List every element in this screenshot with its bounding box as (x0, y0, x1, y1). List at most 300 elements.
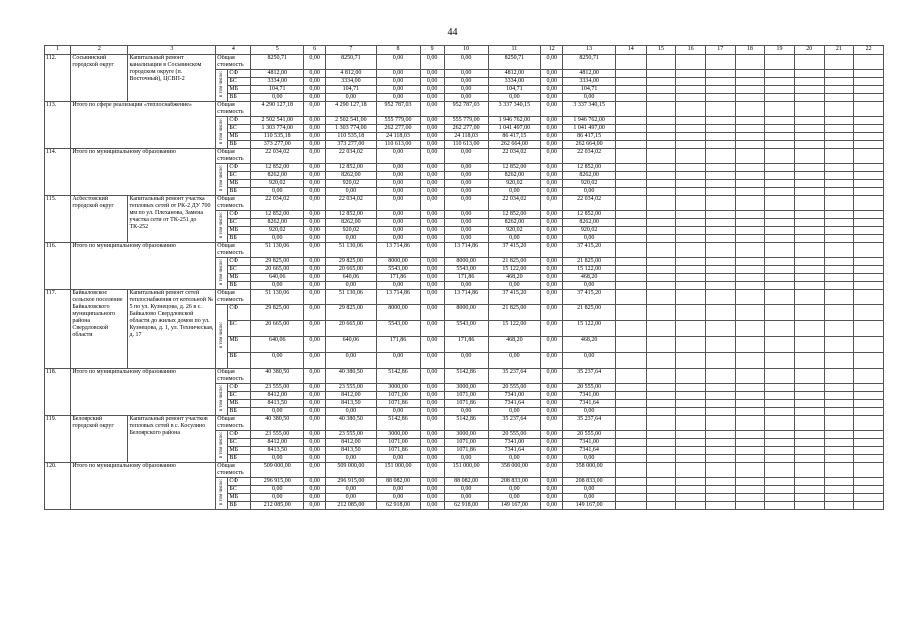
value-cell: 0,00 (563, 486, 616, 494)
empty-cell (705, 133, 735, 141)
empty-cell (615, 125, 646, 133)
value-cell: 0,00 (563, 235, 616, 243)
empty-cell (676, 235, 706, 243)
value-cell: 0,00 (304, 172, 326, 180)
value-cell: 0,00 (488, 188, 541, 196)
value-cell: 0,00 (420, 455, 444, 463)
empty-cell (854, 78, 884, 86)
value-cell: 0,00 (304, 94, 326, 102)
empty-cell (676, 149, 706, 164)
empty-cell (765, 494, 795, 502)
header-cell: 18 (735, 46, 765, 55)
value-cell: 0,00 (420, 321, 444, 337)
header-cell: 1 (45, 46, 71, 55)
value-cell: 208 833,00 (488, 478, 541, 486)
source-code: ВБ (228, 502, 251, 510)
value-cell: 0,00 (376, 219, 420, 227)
empty-cell (854, 266, 884, 274)
value-cell: 8250,71 (563, 55, 616, 70)
empty-cell (676, 133, 706, 141)
value-cell: 0,00 (251, 353, 304, 369)
value-cell: 51 130,06 (251, 243, 304, 258)
empty-cell (705, 369, 735, 384)
value-cell: 8262,00 (488, 172, 541, 180)
empty-cell (735, 266, 765, 274)
empty-cell (794, 133, 824, 141)
source-code: СФ (228, 431, 251, 439)
empty-cell (854, 290, 884, 305)
incl-label: в том числе: (219, 117, 225, 145)
value-cell: 35 237,64 (563, 369, 616, 384)
empty-cell (705, 219, 735, 227)
value-cell: 0,00 (251, 408, 304, 416)
value-cell: 0,00 (304, 321, 326, 337)
row-number: 113. (45, 102, 71, 149)
source-code: БС (228, 266, 251, 274)
source-code: ВБ (228, 353, 251, 369)
value-cell: 0,00 (251, 282, 304, 290)
incl-label: в том числе: (219, 211, 225, 239)
empty-cell (676, 290, 706, 305)
value-cell: 0,00 (541, 384, 563, 392)
value-cell: 0,00 (488, 235, 541, 243)
empty-cell (705, 102, 735, 117)
empty-cell (646, 70, 676, 78)
empty-cell (854, 149, 884, 164)
value-cell: 5142,86 (376, 369, 420, 384)
empty-cell (765, 117, 795, 125)
empty-cell (824, 494, 854, 502)
value-cell: 920,02 (563, 180, 616, 188)
empty-cell (854, 447, 884, 455)
value-cell: 3 337 340,15 (563, 102, 616, 117)
empty-cell (824, 219, 854, 227)
empty-cell (676, 455, 706, 463)
empty-cell (854, 353, 884, 369)
value-cell: 5543,00 (444, 266, 488, 274)
source-code: МБ (228, 400, 251, 408)
value-cell: 0,00 (444, 282, 488, 290)
value-cell: 12 852,00 (563, 164, 616, 172)
value-cell: 0,00 (326, 353, 377, 369)
value-cell: 0,00 (304, 227, 326, 235)
value-cell: 0,00 (420, 227, 444, 235)
value-cell: 0,00 (304, 149, 326, 164)
value-cell: 0,00 (444, 172, 488, 180)
value-cell: 1 041 497,00 (563, 125, 616, 133)
value-cell: 296 915,00 (251, 478, 304, 486)
value-cell: 8000,00 (376, 305, 420, 321)
value-cell: 20 665,00 (251, 266, 304, 274)
empty-cell (765, 258, 795, 266)
empty-cell (824, 70, 854, 78)
empty-cell (824, 447, 854, 455)
value-cell: 920,02 (326, 227, 377, 235)
value-cell: 7341,00 (563, 392, 616, 400)
incl-label: в том числе: (219, 478, 225, 506)
value-cell: 0,00 (420, 305, 444, 321)
empty-cell (646, 266, 676, 274)
value-cell: 51 130,06 (326, 243, 377, 258)
value-cell: 5142,86 (444, 369, 488, 384)
value-cell: 0,00 (376, 172, 420, 180)
empty-cell (765, 86, 795, 94)
value-cell: 0,00 (304, 416, 326, 431)
header-cell: 2 (71, 46, 128, 55)
empty-cell (765, 133, 795, 141)
value-cell: 262 277,00 (444, 125, 488, 133)
value-cell: 0,00 (376, 70, 420, 78)
value-cell: 13 714,86 (444, 290, 488, 305)
value-cell: 0,00 (420, 502, 444, 510)
value-cell: 37 415,20 (488, 243, 541, 258)
value-cell: 0,00 (304, 211, 326, 219)
empty-cell (854, 486, 884, 494)
value-cell: 7341,64 (563, 447, 616, 455)
empty-cell (765, 384, 795, 392)
value-cell: 8262,00 (488, 219, 541, 227)
empty-cell (676, 353, 706, 369)
value-cell: 12 852,00 (251, 164, 304, 172)
empty-cell (676, 125, 706, 133)
value-cell: 4812,00 (251, 70, 304, 78)
source-code: БС (228, 439, 251, 447)
empty-cell (854, 141, 884, 149)
empty-cell (735, 384, 765, 392)
empty-cell (794, 274, 824, 282)
empty-cell (615, 431, 646, 439)
value-cell: 8412,00 (326, 439, 377, 447)
source-code: ВБ (228, 188, 251, 196)
empty-cell (705, 258, 735, 266)
empty-cell (676, 431, 706, 439)
empty-cell (646, 447, 676, 455)
value-cell: 0,00 (304, 290, 326, 305)
empty-cell (765, 463, 795, 478)
empty-cell (646, 384, 676, 392)
value-cell: 0,00 (541, 416, 563, 431)
value-cell: 0,00 (304, 447, 326, 455)
empty-cell (765, 486, 795, 494)
empty-cell (824, 478, 854, 486)
row-number: 118. (45, 369, 71, 416)
value-cell: 20 555,00 (488, 431, 541, 439)
value-cell: 8413,50 (326, 400, 377, 408)
empty-cell (854, 408, 884, 416)
value-cell: 0,00 (420, 392, 444, 400)
total-label: Общая стоимость (216, 55, 251, 70)
table-row-total (45, 102, 884, 117)
empty-cell (824, 369, 854, 384)
empty-cell (794, 392, 824, 400)
empty-cell (824, 125, 854, 133)
header-cell: 16 (676, 46, 706, 55)
empty-cell (794, 86, 824, 94)
value-cell: 110 613,00 (444, 141, 488, 149)
empty-cell (854, 439, 884, 447)
empty-cell (676, 172, 706, 180)
value-cell: 0,00 (541, 141, 563, 149)
value-cell: 0,00 (541, 400, 563, 408)
empty-cell (824, 486, 854, 494)
value-cell: 110 535,18 (251, 133, 304, 141)
value-cell: 0,00 (541, 337, 563, 353)
value-cell: 0,00 (444, 94, 488, 102)
value-cell: 0,00 (304, 282, 326, 290)
empty-cell (794, 125, 824, 133)
empty-cell (794, 211, 824, 219)
empty-cell (705, 117, 735, 125)
table-row-total (45, 369, 884, 384)
source-code: СФ (228, 211, 251, 219)
empty-cell (854, 55, 884, 70)
source-code: СФ (228, 164, 251, 172)
empty-cell (794, 219, 824, 227)
source-code: ВБ (228, 235, 251, 243)
empty-cell (676, 211, 706, 219)
value-cell: 0,00 (444, 70, 488, 78)
empty-cell (794, 188, 824, 196)
empty-cell (824, 408, 854, 416)
empty-cell (794, 353, 824, 369)
value-cell: 0,00 (541, 55, 563, 70)
source-code: СФ (228, 70, 251, 78)
value-cell: 0,00 (420, 258, 444, 266)
empty-cell (676, 117, 706, 125)
value-cell: 1 946 762,00 (563, 117, 616, 125)
row-description: Капитальный ремонт участка тепловых сетей от РК-2 ДУ 700 мм по ул. Плеханова, Замена участка сети от ТК-251 до ТК-252 (128, 196, 216, 243)
empty-cell (824, 78, 854, 86)
value-cell: 0,00 (304, 164, 326, 172)
empty-cell (676, 416, 706, 431)
source-code: БС (228, 321, 251, 337)
value-cell: 0,00 (444, 78, 488, 86)
empty-cell (676, 502, 706, 510)
empty-cell (854, 102, 884, 117)
value-cell: 0,00 (488, 455, 541, 463)
empty-cell (646, 219, 676, 227)
empty-cell (824, 353, 854, 369)
empty-cell (854, 235, 884, 243)
empty-cell (735, 227, 765, 235)
empty-cell (765, 431, 795, 439)
value-cell: 0,00 (376, 55, 420, 70)
incl-label-cell (216, 431, 228, 463)
value-cell: 0,00 (304, 455, 326, 463)
table-body (45, 46, 884, 510)
value-cell: 920,02 (326, 180, 377, 188)
value-cell: 640,06 (251, 274, 304, 282)
empty-cell (646, 235, 676, 243)
empty-cell (705, 337, 735, 353)
empty-cell (854, 196, 884, 211)
incl-label-cell (216, 384, 228, 416)
value-cell: 0,00 (488, 494, 541, 502)
value-cell: 104,71 (251, 86, 304, 94)
empty-cell (824, 211, 854, 219)
value-cell: 0,00 (444, 55, 488, 70)
table-row-total (45, 55, 884, 70)
row-org: Итого по муниципальному образованию (71, 243, 216, 290)
value-cell: 0,00 (326, 282, 377, 290)
empty-cell (705, 78, 735, 86)
value-cell: 0,00 (541, 447, 563, 455)
row-org: Итого по муниципальному образованию (71, 369, 216, 416)
empty-cell (735, 180, 765, 188)
empty-cell (735, 172, 765, 180)
value-cell: 88 082,00 (444, 478, 488, 486)
empty-cell (646, 494, 676, 502)
empty-cell (615, 282, 646, 290)
empty-cell (705, 431, 735, 439)
empty-cell (794, 455, 824, 463)
value-cell: 0,00 (420, 133, 444, 141)
empty-cell (615, 258, 646, 266)
row-org: Белоярский городской округ (71, 416, 128, 463)
value-cell: 104,71 (488, 86, 541, 94)
empty-cell (705, 478, 735, 486)
empty-cell (765, 180, 795, 188)
value-cell: 0,00 (420, 211, 444, 219)
value-cell: 0,00 (376, 94, 420, 102)
empty-cell (615, 384, 646, 392)
empty-cell (765, 416, 795, 431)
value-cell: 1071,00 (376, 392, 420, 400)
header-cell: 6 (304, 46, 326, 55)
value-cell: 0,00 (541, 180, 563, 188)
value-cell: 23 555,00 (326, 384, 377, 392)
value-cell: 0,00 (541, 305, 563, 321)
empty-cell (646, 290, 676, 305)
value-cell: 1 303 774,00 (326, 125, 377, 133)
value-cell: 20 665,00 (326, 321, 377, 337)
value-cell: 15 122,00 (488, 266, 541, 274)
value-cell: 0,00 (251, 235, 304, 243)
empty-cell (735, 321, 765, 337)
value-cell: 15 122,00 (488, 321, 541, 337)
incl-label: в том числе: (219, 384, 225, 412)
total-label: Общая стоимость (216, 369, 251, 384)
value-cell: 0,00 (376, 282, 420, 290)
value-cell: 0,00 (488, 94, 541, 102)
value-cell: 12 852,00 (326, 164, 377, 172)
value-cell: 22 034,02 (251, 149, 304, 164)
value-cell: 0,00 (376, 486, 420, 494)
value-cell: 8000,00 (444, 305, 488, 321)
value-cell: 0,00 (304, 188, 326, 196)
value-cell: 952 787,03 (444, 102, 488, 117)
empty-cell (646, 408, 676, 416)
value-cell: 0,00 (541, 219, 563, 227)
value-cell: 0,00 (304, 369, 326, 384)
value-cell: 88 082,00 (376, 478, 420, 486)
value-cell: 22 034,02 (488, 196, 541, 211)
empty-cell (646, 164, 676, 172)
empty-cell (705, 463, 735, 478)
source-code: БС (228, 172, 251, 180)
financing-table (44, 45, 884, 510)
empty-cell (615, 188, 646, 196)
header-cell: 9 (420, 46, 444, 55)
empty-cell (705, 392, 735, 400)
value-cell: 171,86 (444, 274, 488, 282)
incl-label: в том числе: (219, 70, 225, 98)
value-cell: 4812,00 (563, 70, 616, 78)
header-cell: 20 (794, 46, 824, 55)
value-cell: 0,00 (304, 392, 326, 400)
row-description: Капитальный ремонт канализации в Сосьвинском городском округе (п. Восточный), ЦСВП-2 (128, 55, 216, 102)
header-cell: 7 (326, 46, 377, 55)
empty-cell (765, 478, 795, 486)
total-label: Общая стоимость (216, 196, 251, 211)
empty-cell (854, 455, 884, 463)
value-cell: 0,00 (376, 211, 420, 219)
value-cell: 0,00 (444, 227, 488, 235)
empty-cell (615, 455, 646, 463)
empty-cell (705, 196, 735, 211)
empty-cell (646, 282, 676, 290)
empty-cell (705, 172, 735, 180)
empty-cell (615, 400, 646, 408)
value-cell: 468,20 (563, 337, 616, 353)
empty-cell (794, 494, 824, 502)
value-cell: 0,00 (420, 164, 444, 172)
empty-cell (824, 416, 854, 431)
empty-cell (735, 305, 765, 321)
value-cell: 0,00 (444, 188, 488, 196)
empty-cell (705, 486, 735, 494)
empty-cell (854, 258, 884, 266)
empty-cell (646, 94, 676, 102)
empty-cell (615, 94, 646, 102)
empty-cell (646, 463, 676, 478)
value-cell: 7341,64 (488, 447, 541, 455)
row-number: 120. (45, 463, 71, 510)
empty-cell (794, 149, 824, 164)
header-cell: 5 (251, 46, 304, 55)
source-code: МБ (228, 86, 251, 94)
empty-cell (735, 196, 765, 211)
value-cell: 0,00 (420, 431, 444, 439)
empty-cell (735, 353, 765, 369)
empty-cell (794, 290, 824, 305)
empty-cell (676, 219, 706, 227)
value-cell: 5142,86 (444, 416, 488, 431)
header-cell: 3 (128, 46, 216, 55)
empty-cell (765, 266, 795, 274)
empty-cell (824, 172, 854, 180)
value-cell: 0,00 (304, 55, 326, 70)
value-cell: 1071,86 (444, 400, 488, 408)
empty-cell (615, 502, 646, 510)
empty-cell (765, 455, 795, 463)
empty-cell (735, 290, 765, 305)
empty-cell (824, 337, 854, 353)
empty-cell (854, 86, 884, 94)
value-cell: 37 415,20 (563, 243, 616, 258)
empty-cell (765, 392, 795, 400)
value-cell: 0,00 (326, 188, 377, 196)
empty-cell (676, 164, 706, 172)
empty-cell (765, 102, 795, 117)
empty-cell (615, 102, 646, 117)
row-number: 115. (45, 196, 71, 243)
value-cell: 0,00 (563, 455, 616, 463)
page-number: 44 (447, 27, 458, 38)
empty-cell (765, 400, 795, 408)
empty-cell (735, 86, 765, 94)
value-cell: 40 380,50 (326, 369, 377, 384)
